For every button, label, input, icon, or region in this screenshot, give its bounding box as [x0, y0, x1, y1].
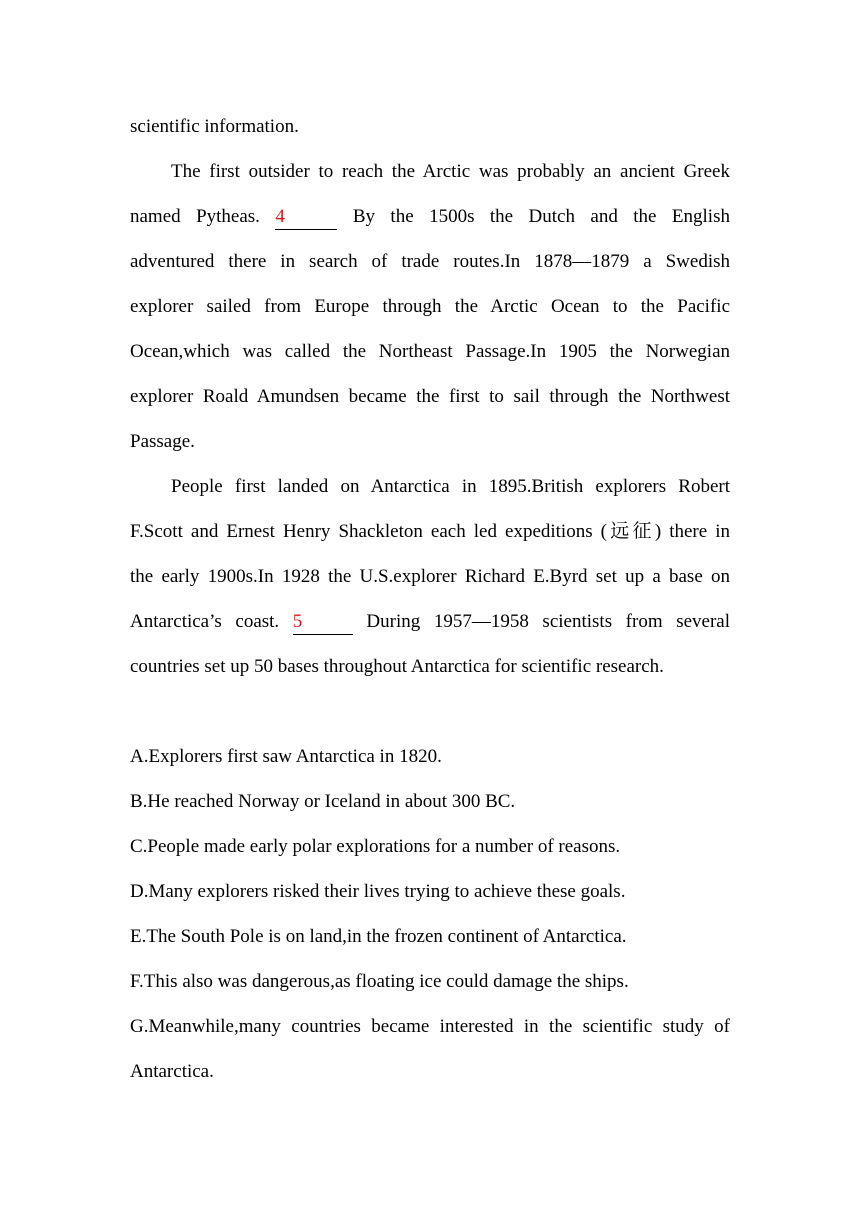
passage-line: countries set up 50 bases throughout Antarctica for scientific research.: [130, 656, 664, 677]
passage-line: scientific information.: [130, 116, 299, 137]
option-b: B.He reached Norway or Iceland in about 300 BC.: [130, 791, 516, 812]
passage-line: The first outsider to reach the Arctic was probably an ancient Greek: [171, 161, 730, 182]
passage-line: People first landed on Antarctica in 1895.British explorers Robert: [171, 476, 730, 497]
option-c: C.People made early polar explorations for a number of reasons.: [130, 836, 621, 857]
option-a: A.Explorers first saw Antarctica in 1820.: [130, 746, 442, 767]
passage-line: explorer Roald Amundsen became the first to sail through the Northwest: [130, 386, 730, 407]
passage-text: By the 1500s the Dutch and the English: [352, 206, 730, 227]
option-g: G.Meanwhile,many countries became interested in the scientific study of: [130, 1016, 730, 1037]
blank-4: 4: [275, 205, 337, 230]
section-spacer: [130, 689, 730, 734]
passage-text: Antarctica’s coast.: [130, 611, 280, 632]
blank-5: 5: [293, 610, 353, 635]
passage-line: the early 1900s.In 1928 the U.S.explorer Richard E.Byrd set up a base on: [130, 566, 730, 587]
passage-line: explorer sailed from Europe through the Arctic Ocean to the Pacific: [130, 296, 730, 317]
option-e: E.The South Pole is on land,in the frozen continent of Antarctica.: [130, 926, 627, 947]
passage-line: adventured there in search of trade routes.In 1878—1879 a Swedish: [130, 251, 730, 272]
passage-text: named Pytheas.: [130, 206, 260, 227]
passage-line-with-blank: [130, 194, 730, 239]
option-g-continued: Antarctica.: [130, 1061, 214, 1082]
document-page: [130, 104, 730, 1094]
passage-line-with-blank: [130, 599, 730, 644]
passage-line: Ocean,which was called the Northeast Passage.In 1905 the Norwegian: [130, 341, 730, 362]
passage-line: F.Scott and Ernest Henry Shackleton each led expeditions (远征) there in: [130, 521, 730, 542]
option-f: F.This also was dangerous,as floating ice could damage the ships.: [130, 971, 629, 992]
passage-text: During 1957—1958 scientists from several: [366, 611, 731, 632]
passage-line: Passage.: [130, 431, 195, 452]
option-d: D.Many explorers risked their lives trying to achieve these goals.: [130, 881, 626, 902]
